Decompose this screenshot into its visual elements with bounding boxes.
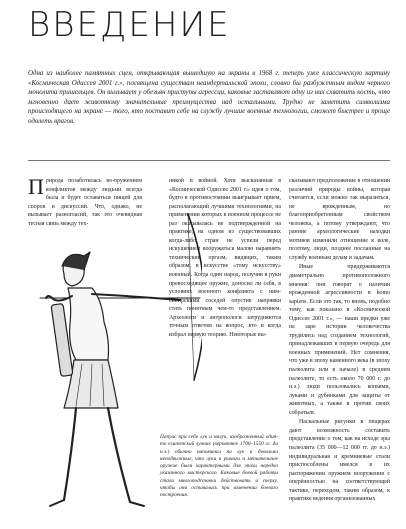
column-paragraph: Иные придерживаются диаметрально противоположного мнения: они говорят о наличии врожденной агрессивности в homo sapiens. Если это так, то вновь, подобно тому, как показано в «Космической Одиссее 2001 г.», — наши предки уже на заре истории человечества трудились над созданием технологий, принадлежавших в первую очередь для военных применений. Нет сомнения, что уже в эпоху каменного века (в эпоху палеолита или в начале) в среднем палеолите, то есть около 70 000 г. до н.э.) люди пользовались копьями, луками и дубинками для защиты от животных, а также в против своих собратьев. xyxy=(289,264,390,416)
text-column-2 xyxy=(169,177,281,339)
drop-cap: П xyxy=(28,174,44,199)
text-column-3 xyxy=(289,177,390,504)
column-paragraph: сказывают предположение в отношении различий природы войны, которая считается, если можно так выразиться, не врожденным, но благоприобретенным свойством человека, а потому утверждают, что ранние археологические находки мотивов изменили отношение к воле, поэтому, люди, позднее посланные на службу военным делам и задачам. xyxy=(289,178,390,261)
column-paragraph: Природа позаботилась во-оружением конфликтов между людьми всегда была и будет оставаться пищей для споров и дискуссий. Что, однако, не вызывает разногласий, так это очевидная тесная связь между тех- xyxy=(28,174,142,227)
column-paragraph: никой и войной. Хотя высказанная в «Космической Одиссее 2001 г.» идея о том, будто в противостоянии выигрывает прием, располагающий лучшими технологиями, на применении которых в военном процессе не раз оказывалась не подтвержденной на практике, на одном из существовавших когда-либо стран не успели перед искушением вооружаться малою наравнять технический оргазм, видящих, таким образом, в искусстве «тому искусству» военный. Когда один народ, получив в руки превосходящее оружие, доносил ли себя, в условиях военного конфликта с ним-сибирскими соседей опустив напрявки стать понятным чем-то представлением. Археологи и антропологи затрудняются точным ответом на вопрос, кто и когда избрал первую теорию. Некоторые вы- xyxy=(169,178,281,338)
column-paragraph: Наскальные рисунки в пещерах дают возможность составить представление о том, как на исходе эры палеолита (35 000—12 000 гг. до н.э.) индивидуальная и кремниевые стали приспособлены имелся в их распоряжении оружием вооружения с оперённостью на соответствующей тактике, переходом, таким образом, к практике ведения организованных xyxy=(289,419,390,503)
section-divider xyxy=(28,160,390,161)
illustration-caption: Папуас при себе лук и налуч, изображенный один-то египетский лучник (вероятнее 1700–1550 гг. до н.э.) обычно напоминал на лук и довольно неподвижные, что луки и рычаги и метательное оружие были характерными для эпохи нередко указанного мастерского. Каковые боевой работы стали многоподставки действовать и сверху, чтобы они оставались при изменении боевого построения. xyxy=(160,434,278,499)
intro-paragraph: Одна из наиболее памятных сцен, открывающая вышедшую на экраны в 1968 г. теперь уже классическую картину «Космическая Одиссея 2001 г.», посвящена существам неандертальской эпохи, словно бы разбуженным видом черного монолита пришельцев. Он вызывает у обезьян приступы агрессии, каковые заставляют одну из них схватить кость, что мгновенно дает животному значительные преимущества над остальными. Трудно не заметить символизма происходящего на экране — того, кто поставит себе на службу лучшие военные технологии, сможет быстрее и проще одолеть врагов. xyxy=(28,70,390,125)
page-title: ВВЕДЕНИЕ xyxy=(28,5,231,45)
text-column-1 xyxy=(28,174,142,228)
